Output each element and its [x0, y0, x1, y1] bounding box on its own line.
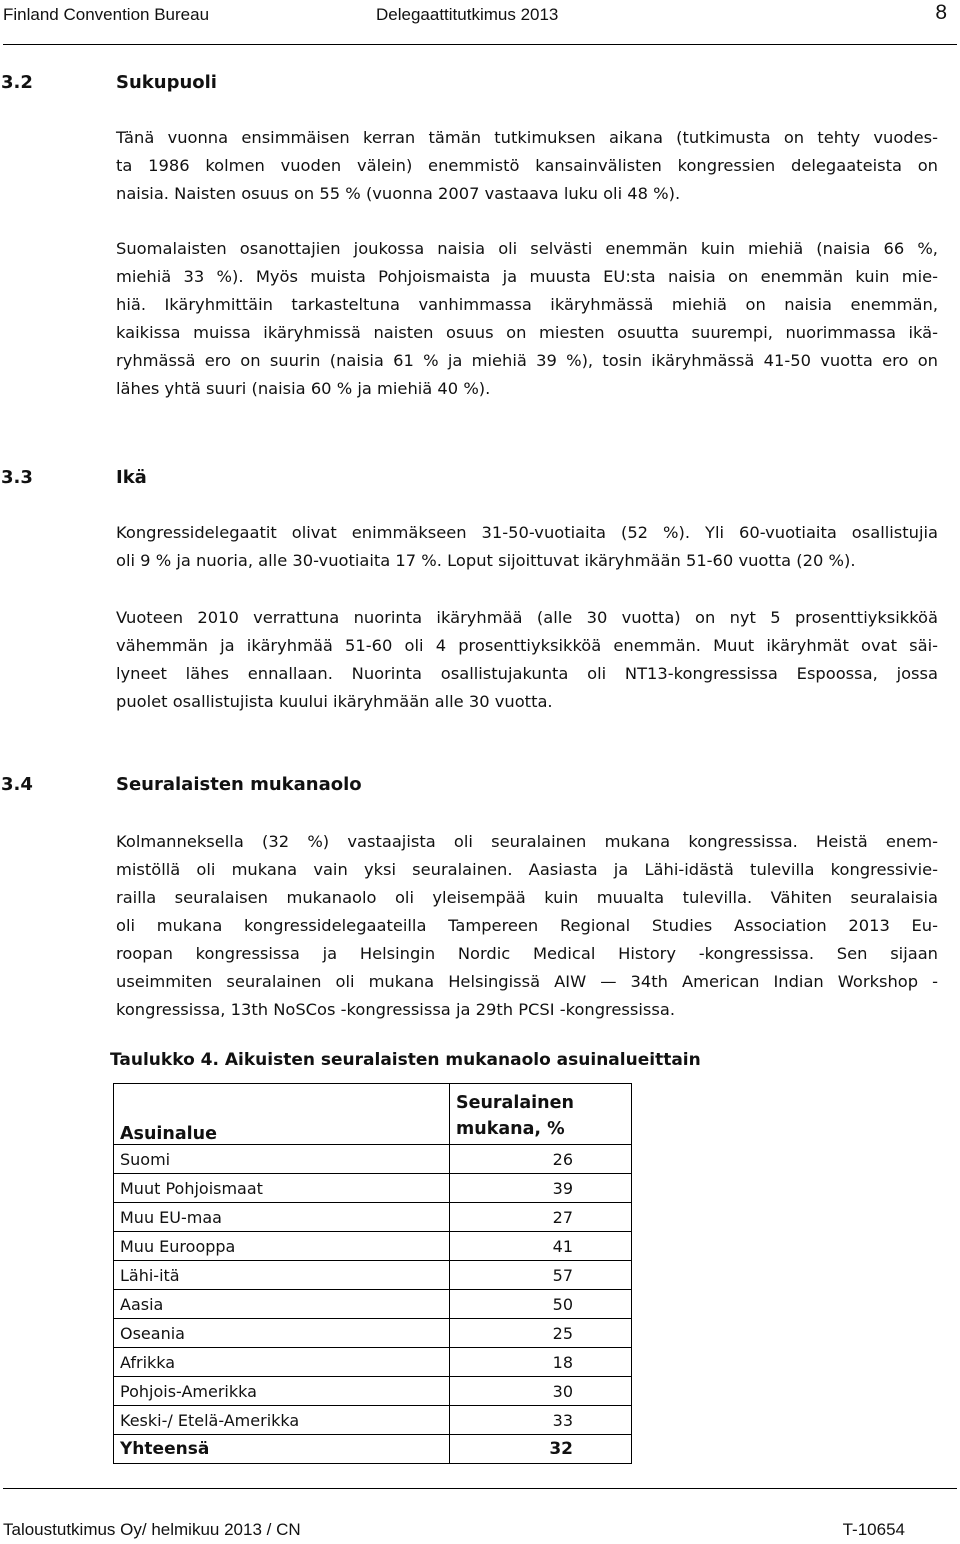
column-header-companion-pct — [450, 1084, 632, 1145]
section-3-4-title: Seuralaisten mukanaolo — [116, 774, 362, 795]
companion-table — [113, 1083, 632, 1464]
header-divider — [3, 44, 957, 45]
table-row — [114, 1232, 632, 1261]
text-line: naisia. Naisten osuus on 55 % (vuonna 2007 vastaava luku oli 48 %). — [116, 184, 681, 203]
text-line: Vuoteen 2010 verrattuna nuorinta ikäryhmää (alle 30 vuotta) on nyt 5 prosenttiyksikköä — [116, 608, 938, 627]
column-header-line: Seuralainen — [456, 1093, 574, 1113]
table-row — [114, 1377, 632, 1406]
table-total-row — [114, 1435, 632, 1464]
section-3-2-number: 3.2 — [1, 72, 33, 93]
section-3-2-paragraph-2 — [116, 235, 938, 403]
region-cell: Suomi — [114, 1145, 450, 1174]
section-3-3-number: 3.3 — [1, 467, 33, 488]
section-3-3-paragraph-1 — [116, 519, 938, 575]
text-line: roopan kongressissa ja Helsingin Nordic Medical History -kongressissa. Sen sijaan — [116, 944, 938, 963]
text-line: lähes yhtä suuri (naisia 60 % ja miehiä 40 %). — [116, 379, 491, 398]
text-line: lyneet lähes ennallaan. Nuorinta osallistujakunta oli NT13-kongressissa Espoossa, jossa — [116, 664, 938, 683]
value-cell: 41 — [450, 1232, 632, 1261]
page-footer — [0, 1488, 960, 1544]
header-report-title: Delegaattitutkimus 2013 — [376, 5, 559, 24]
table-row — [114, 1319, 632, 1348]
region-cell: Keski-/ Etelä-Amerikka — [114, 1406, 450, 1435]
value-cell: 33 — [450, 1406, 632, 1435]
region-cell: Lähi-itä — [114, 1261, 450, 1290]
table-row — [114, 1174, 632, 1203]
table-row — [114, 1261, 632, 1290]
section-3-4-number: 3.4 — [1, 774, 33, 795]
text-line: Kongressidelegaatit olivat enimmäkseen 31-50-vuotiaita (52 %). Yli 60-vuotiaita osallistujia — [116, 523, 938, 542]
text-line: Kolmanneksella (32 %) vastaajista oli seuralainen mukana kongressissa. Heistä enem- — [116, 832, 938, 851]
column-header-region: Asuinalue — [114, 1084, 450, 1145]
text-line: oli 9 % ja nuoria, alle 30-vuotiaita 17 %. Loput sijoittuvat ikäryhmään 51-60 vuotta (20 %). — [116, 551, 856, 570]
text-line: Tänä vuonna ensimmäisen kerran tämän tutkimuksen aikana (tutkimusta on tehty vuodes- — [116, 128, 938, 147]
text-line: kaikissa muissa ikäryhmissä naisten osuus on miesten osuutta suurempi, nuorimmassa ikä- — [116, 323, 938, 342]
table-row — [114, 1290, 632, 1319]
value-cell: 50 — [450, 1290, 632, 1319]
value-cell: 18 — [450, 1348, 632, 1377]
footer-author: Taloustutkimus Oy/ helmikuu 2013 / CN — [3, 1520, 301, 1539]
section-3-3-title: Ikä — [116, 467, 147, 488]
region-cell: Pohjois-Amerikka — [114, 1377, 450, 1406]
text-line: puolet osallistujista kuului ikäryhmään alle 30 vuotta. — [116, 692, 553, 711]
table-row — [114, 1348, 632, 1377]
text-line: ryhmässä ero on suurin (naisia 61 % ja miehiä 39 %), tosin ikäryhmässä 41-50 vuotta ero on — [116, 351, 938, 370]
section-3-2-title: Sukupuoli — [116, 72, 217, 93]
page-number: 8 — [935, 1, 947, 24]
value-cell: 57 — [450, 1261, 632, 1290]
page-header — [0, 0, 960, 44]
value-cell: 25 — [450, 1319, 632, 1348]
text-line: vähemmän ja ikäryhmää 51-60 oli 4 prosenttiyksikköä enemmän. Muut ikäryhmät ovat säi- — [116, 636, 938, 655]
text-line: kongressissa, 13th NoSCos -kongressissa ja 29th PCSI -kongressissa. — [116, 1000, 676, 1019]
table-caption: Taulukko 4. Aikuisten seuralaisten mukanaolo asuinalueittain — [110, 1050, 701, 1070]
footer-divider — [3, 1488, 957, 1489]
table-header-row — [114, 1084, 632, 1145]
header-organization: Finland Convention Bureau — [3, 5, 210, 24]
value-cell: 39 — [450, 1174, 632, 1203]
value-cell: 26 — [450, 1145, 632, 1174]
table-row — [114, 1406, 632, 1435]
section-3-4-paragraph-1 — [116, 828, 938, 1024]
text-line: oli mukana kongressidelegaateilla Tampereen Regional Studies Association 2013 Eu- — [116, 916, 938, 935]
text-line: mistöllä oli mukana vain yksi seuralainen. Aasiasta ja Lähi-idästä tulevilla kongressivie- — [116, 860, 938, 879]
text-line: ta 1986 kolmen vuoden välein) enemmistö kansainvälisten kongressien delegaateista on — [116, 156, 938, 175]
region-cell: Muu Eurooppa — [114, 1232, 450, 1261]
text-line: railla seuralaisen mukanaolo oli yleisempää kuin muualta tulevilla. Vähiten seuralaisia — [116, 888, 938, 907]
region-cell: Muut Pohjoismaat — [114, 1174, 450, 1203]
value-cell: 30 — [450, 1377, 632, 1406]
section-3-2-paragraph-1 — [116, 124, 938, 208]
section-3-3-paragraph-2 — [116, 604, 938, 716]
table-row — [114, 1145, 632, 1174]
column-header-line: mukana, % — [456, 1119, 565, 1139]
table-row — [114, 1203, 632, 1232]
total-label: Yhteensä — [114, 1435, 450, 1464]
region-cell: Aasia — [114, 1290, 450, 1319]
value-cell: 27 — [450, 1203, 632, 1232]
region-cell: Muu EU-maa — [114, 1203, 450, 1232]
total-value: 32 — [450, 1435, 632, 1464]
text-line: Suomalaisten osanottajien joukossa naisia oli selvästi enemmän kuin miehiä (naisia 66 %, — [116, 239, 938, 258]
region-cell: Oseania — [114, 1319, 450, 1348]
region-cell: Afrikka — [114, 1348, 450, 1377]
text-line: useimmiten seuralainen oli mukana Helsingissä AIW — 34th American Indian Workshop - — [116, 972, 938, 991]
footer-document-id: T-10654 — [842, 1520, 905, 1539]
text-line: hiä. Ikäryhmittäin tarkasteltuna vanhimmassa ikäryhmässä miehiä on naisia enemmän, — [116, 295, 938, 314]
text-line: miehiä 33 %). Myös muista Pohjoismaista ja muusta EU:sta naisia on enemmän kuin mie- — [116, 267, 938, 286]
